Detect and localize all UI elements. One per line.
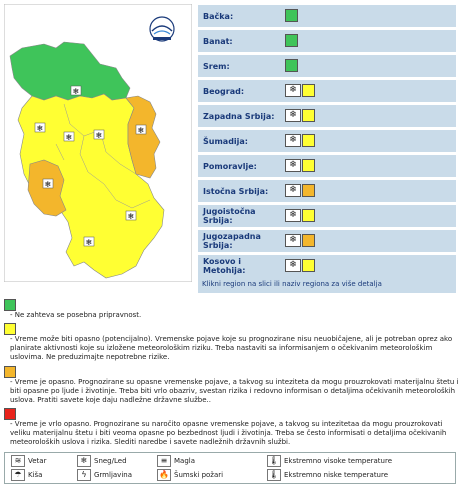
region-row[interactable] — [198, 105, 456, 127]
svg-text:❄: ❄ — [44, 180, 52, 189]
region-name-link[interactable]: Beograd: — [203, 86, 245, 96]
region-name-link[interactable]: Jugozapadna Srbija: — [203, 232, 261, 250]
region-name-link[interactable]: Istočna Srbija: — [203, 186, 269, 196]
key-item — [267, 454, 392, 468]
wind-icon: ≋ — [11, 455, 25, 467]
serbia-warning-map[interactable] — [4, 4, 192, 282]
low-temperature-icon: 🌡 — [268, 470, 280, 479]
snowflake-icon: ❄ — [285, 209, 301, 222]
legend-red-swatch — [4, 408, 16, 420]
region-row[interactable] — [198, 205, 456, 227]
snowflake-icon: ❄ — [285, 109, 301, 122]
region-name-link[interactable]: Pomoravlje: — [203, 161, 257, 171]
region-row[interactable] — [198, 30, 456, 52]
key-item — [11, 468, 42, 482]
high-temperature-icon: 🌡 — [268, 456, 280, 465]
region-hint-link[interactable]: Klikni region na slici ili naziv regiona za više detalja — [198, 275, 456, 293]
snowflake-icon: ❄ — [285, 84, 301, 97]
warning-level-green — [285, 59, 298, 72]
rain-icon: ☂ — [11, 469, 25, 481]
svg-text:❄: ❄ — [137, 126, 145, 135]
key-item — [157, 468, 223, 482]
region-row[interactable] — [198, 80, 456, 102]
region-name-link[interactable]: Banat: — [203, 36, 233, 46]
key-item — [157, 454, 195, 468]
warning-level-green — [285, 34, 298, 47]
warning-level-yellow — [302, 109, 315, 122]
snowflake-icon: ❄ — [285, 159, 301, 172]
key-label: Kiša — [28, 471, 43, 479]
region-name-link[interactable]: Zapadna Srbija: — [203, 111, 275, 121]
warning-level-yellow — [302, 259, 315, 272]
warning-level-yellow — [302, 134, 315, 147]
warning-level-green — [285, 9, 298, 22]
key-label: Sneg/Led — [94, 457, 127, 465]
legend-green-swatch — [4, 299, 16, 311]
region-name-link[interactable]: Bačka: — [203, 11, 234, 21]
svg-text:❄: ❄ — [95, 131, 103, 140]
svg-text:❄: ❄ — [65, 133, 73, 142]
key-label: Vetar — [28, 457, 47, 465]
region-row[interactable] — [198, 5, 456, 27]
legend-yellow-swatch — [4, 323, 16, 335]
svg-text:❄: ❄ — [36, 124, 44, 133]
region-row[interactable] — [198, 180, 456, 202]
warning-level-yellow — [302, 209, 315, 222]
warning-level-yellow — [302, 84, 315, 97]
region-list — [198, 5, 456, 280]
snowflake-icon: ❄ — [285, 184, 301, 197]
key-label: Šumski požari — [174, 471, 224, 479]
region-name-link[interactable]: Jugoistočna Srbija: — [203, 207, 256, 225]
legend-red — [4, 408, 462, 448]
legend-yellow-text: - Vreme može biti opasno (potencijalno). Vremenske pojave koje su prognozirane nisu neuobičajene, ali je potreban oprez ako planirate aktivnosti koje su izložene meteorološkim riziku. Treba nastaviti sa informisanjem o očekivanim meteorološkim uslovima. Ne preduzimajte nepotrebne rizike. — [10, 335, 453, 361]
region-row[interactable] — [198, 255, 456, 277]
key-item — [77, 468, 132, 482]
key-label: Grmljavina — [94, 471, 132, 479]
svg-text:❄: ❄ — [127, 212, 135, 221]
thunderstorm-icon: ϟ — [77, 469, 91, 481]
legend-orange-text: - Vreme je opasno. Prognozirane su opasne vremenske pojave, a takvog su intezitеta da mogu prouzrokovati materijalnu štetu i biti opasne po ljude i životinje. Treba biti vrlo obazriv, svestan rizika i redovno informisan o detaljima očekivanih meteoroloških uslova. Pratiti savete koje daju nadležne državne službe.. — [10, 378, 459, 404]
icon-key — [4, 452, 456, 484]
legend-yellow — [4, 323, 462, 363]
rhmz-logo — [150, 17, 174, 41]
legend-orange-swatch — [4, 366, 16, 378]
warning-level-orange — [302, 234, 315, 247]
region-row[interactable] — [198, 155, 456, 177]
svg-text:❄: ❄ — [72, 87, 80, 96]
region-row[interactable] — [198, 55, 456, 77]
legend-orange — [4, 366, 462, 406]
warning-level-yellow — [302, 159, 315, 172]
legend-red-text: - Vreme je vrlo opasno. Prognozirane su naročito opasne vremenske pojave, a takvog su intezitetaa da mogu prouzrokovati veliku materijalnu štetu i biti veoma opasne po bezbednost ljudi i životinja. Treba se često informisati o detaljima očekivanih meteoroloških uslova i rizika. Slediti naredbe i savete nadležnih državnih službi. — [10, 420, 447, 446]
snowflake-icon: ❄ — [285, 134, 301, 147]
legend-green-text: - Ne zahteva se posebna pripravnost. — [10, 311, 142, 319]
region-row[interactable] — [198, 130, 456, 152]
region-name-link[interactable]: Šumadija: — [203, 136, 248, 146]
key-label: Magla — [174, 457, 196, 465]
region-name-link[interactable]: Kosovo i Metohija: — [203, 257, 246, 275]
snowflake-icon: ❄ — [285, 259, 301, 272]
key-item — [267, 468, 388, 482]
legend-green — [4, 299, 462, 319]
snow-ice-icon: ❄ — [77, 455, 91, 467]
region-name-link[interactable]: Srem: — [203, 61, 230, 71]
snowflake-icon: ❄ — [285, 234, 301, 247]
key-label: Ekstremno niske temperature — [284, 471, 389, 479]
region-row[interactable] — [198, 230, 456, 252]
warning-level-orange — [302, 184, 315, 197]
key-item — [77, 454, 127, 468]
key-label: Ekstremno visoke temperature — [284, 457, 393, 465]
forest-fire-icon: 🔥 — [157, 469, 171, 481]
svg-text:❄: ❄ — [85, 238, 93, 247]
key-item — [11, 454, 46, 468]
fog-icon: ≡ — [157, 455, 171, 467]
